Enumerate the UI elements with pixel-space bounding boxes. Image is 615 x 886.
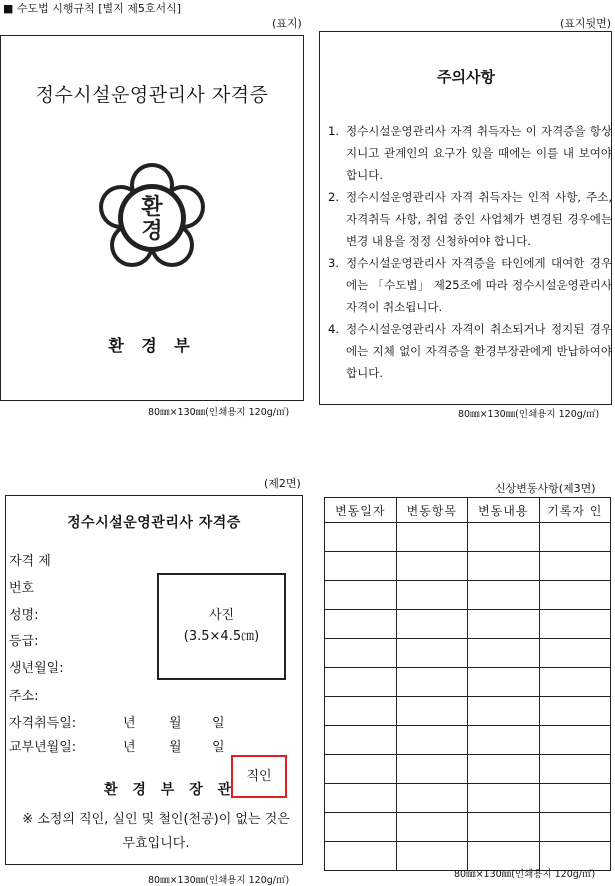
- issuer-title: 환 경 부 장 관: [104, 782, 237, 798]
- issued-month-unit: 월: [169, 740, 182, 755]
- table-cell: [539, 784, 611, 813]
- table-cell: [468, 552, 540, 581]
- change-log-table: [324, 497, 611, 871]
- table-cell: [539, 755, 611, 784]
- notice-item: 2. 정수시설운영관리사 자격 취득자는 인적 사항, 주소, 자격취득 사항, 취업 중인 사업체가 변경된 경우에는 변경 내용을 정정 신청하여야 합니다.: [328, 190, 612, 248]
- notices-title: 주의사항: [437, 68, 495, 86]
- cover-tag: (표지): [272, 17, 302, 30]
- ministry-emblem-icon: [97, 163, 207, 273]
- photo-size: (3.5×4.5㎝): [183, 629, 260, 644]
- notice-item: 4. 정수시설운영관리사 자격이 취소되거나 정지된 경우에는 지체 없이 자격증을 환경부장관에게 반납하여야 합니다.: [328, 322, 612, 380]
- birth-label: 생년월일:: [9, 661, 64, 676]
- table-header-row: [325, 498, 611, 523]
- official-seal: 직인: [231, 755, 287, 798]
- acquired-day-unit: 일: [212, 716, 225, 731]
- notices-list: [326, 120, 612, 384]
- table-row: [325, 726, 611, 755]
- acquired-label: 자격취득일:: [9, 716, 77, 731]
- notices-tag: (표지뒷면): [560, 17, 612, 30]
- table-cell: [539, 523, 611, 552]
- table-cell: [468, 523, 540, 552]
- col-recorder-seal: 기록자 인: [539, 498, 611, 523]
- cover-title: 정수시설운영관리사 자격증: [35, 84, 269, 106]
- page2-spec: 80㎜×130㎜(인쇄용지 120g/㎡): [148, 875, 290, 886]
- page2-title: 정수시설운영관리사 자격증: [67, 515, 241, 531]
- acquired-year-unit: 년: [123, 716, 136, 731]
- table-row: [325, 581, 611, 610]
- address-label: 주소:: [9, 689, 39, 704]
- photo-label: 사진: [208, 608, 235, 623]
- table-cell: [325, 610, 397, 639]
- cert-no-label: 자격 제: [9, 554, 51, 569]
- table-cell: [325, 842, 397, 871]
- table-cell: [325, 639, 397, 668]
- table-row: [325, 552, 611, 581]
- page3-tag: 신상변동사항(제3면): [495, 482, 596, 495]
- table-cell: [325, 784, 397, 813]
- table-cell: [325, 755, 397, 784]
- table-cell: [396, 581, 468, 610]
- page2-tag: (제2면): [264, 477, 301, 490]
- notice-item: 1. 정수시설운영관리사 자격 취득자는 이 자격증을 항상 지니고 관계인의 요구가 있을 때에는 이를 내 보여야 합니다.: [328, 124, 612, 182]
- table-cell: [396, 610, 468, 639]
- table-cell: [325, 813, 397, 842]
- cover-spec: 80㎜×130㎜(인쇄용지 120g/㎡): [148, 407, 290, 418]
- cert-no-label-2: 번호: [9, 581, 35, 596]
- table-cell: [325, 581, 397, 610]
- table-row: [325, 784, 611, 813]
- issued-day-unit: 일: [212, 740, 225, 755]
- table-cell: [468, 639, 540, 668]
- table-cell: [468, 581, 540, 610]
- table-cell: [468, 784, 540, 813]
- table-row: [325, 668, 611, 697]
- table-cell: [396, 726, 468, 755]
- emblem-text-2: 경: [141, 219, 163, 244]
- table-cell: [396, 552, 468, 581]
- table-cell: [468, 697, 540, 726]
- table-cell: [539, 610, 611, 639]
- table-cell: [325, 697, 397, 726]
- table-cell: [468, 668, 540, 697]
- table-cell: [396, 784, 468, 813]
- table-cell: [325, 523, 397, 552]
- table-row: [325, 523, 611, 552]
- notice-item: 3. 정수시설운영관리사 자격증을 타인에게 대여한 경우에는 「수도법」 제25조에 따라 정수시설운영관리사 자격이 취소됩니다.: [328, 256, 612, 314]
- issued-year-unit: 년: [123, 740, 136, 755]
- notices-spec: 80㎜×130㎜(인쇄용지 120g/㎡): [458, 409, 600, 420]
- form-header: ■ 수도법 시행규칙 [별지 제5호서식]: [3, 2, 182, 15]
- table-row: [325, 813, 611, 842]
- table-cell: [325, 552, 397, 581]
- table-cell: [325, 668, 397, 697]
- cover-ministry: 환 경 부: [108, 336, 196, 355]
- validity-note: ※ 소정의 직인, 실인 및 철인(천공)이 없는 것은 무효입니다.: [22, 812, 290, 851]
- table-cell: [396, 697, 468, 726]
- table-row: [325, 697, 611, 726]
- table-row: [325, 639, 611, 668]
- table-cell: [468, 610, 540, 639]
- grade-label: 등급:: [9, 634, 39, 649]
- table-cell: [396, 755, 468, 784]
- page3-spec: 80㎜×130㎜(인쇄용지 120g/㎡): [454, 869, 596, 880]
- table-cell: [539, 668, 611, 697]
- name-label: 성명:: [9, 608, 39, 623]
- table-cell: [396, 523, 468, 552]
- photo-box: [157, 573, 286, 680]
- table-cell: [468, 813, 540, 842]
- table-cell: [325, 726, 397, 755]
- table-cell: [539, 813, 611, 842]
- table-row: [325, 610, 611, 639]
- table-cell: [396, 813, 468, 842]
- change-log-body: [325, 523, 611, 871]
- issued-label: 교부년월일:: [9, 740, 77, 755]
- table-cell: [396, 639, 468, 668]
- table-cell: [539, 639, 611, 668]
- table-cell: [468, 726, 540, 755]
- emblem-text-1: 환: [141, 195, 163, 220]
- col-change-item: 변동항목: [396, 498, 468, 523]
- col-change-content: 변동내용: [468, 498, 540, 523]
- table-cell: [539, 697, 611, 726]
- col-change-date: 변동일자: [325, 498, 397, 523]
- table-cell: [396, 668, 468, 697]
- table-cell: [539, 552, 611, 581]
- table-row: [325, 755, 611, 784]
- table-cell: [539, 581, 611, 610]
- table-cell: [468, 755, 540, 784]
- table-cell: [539, 726, 611, 755]
- acquired-month-unit: 월: [169, 716, 182, 731]
